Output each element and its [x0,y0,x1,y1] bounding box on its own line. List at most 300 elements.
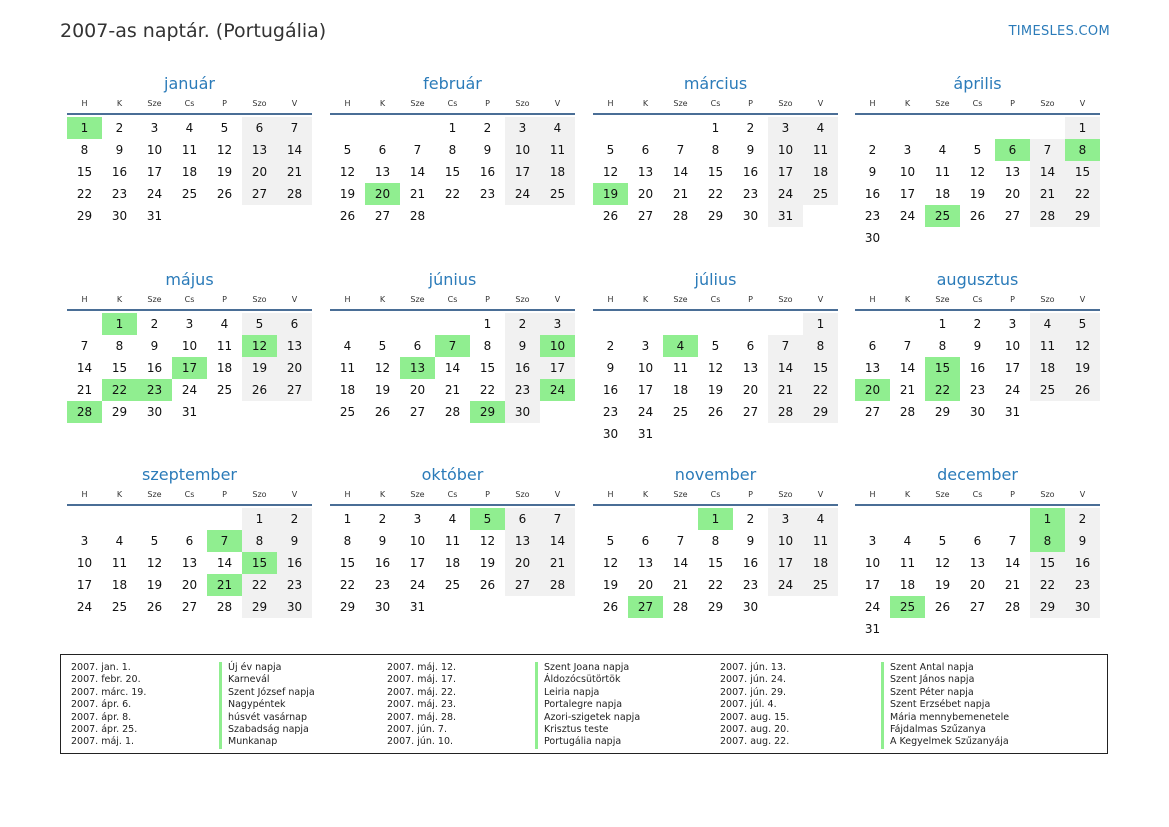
day-cell[interactable]: 27 [374,209,391,223]
day-cell[interactable]: 23 [742,578,759,592]
day-cell[interactable]: 18 [934,187,951,201]
day-cell[interactable]: 9 [868,165,877,179]
day-cell[interactable]: 31 [1004,405,1021,419]
day-cell[interactable]: 23 [479,187,496,201]
day-cell[interactable]: 6 [973,534,982,548]
day-cell[interactable]: 17 [505,161,540,183]
day-cell[interactable]: 19 [146,578,163,592]
day-cell[interactable]: 8 [1030,530,1065,552]
day-cell[interactable]: 29 [934,405,951,419]
day-cell[interactable]: 12 [339,165,356,179]
day-cell[interactable]: 10 [899,165,916,179]
day-cell[interactable]: 14 [899,361,916,375]
day-cell[interactable]: 15 [479,361,496,375]
day-cell[interactable]: 26 [339,209,356,223]
day-cell[interactable]: 9 [115,143,124,157]
day-cell[interactable]: 28 [672,600,689,614]
day-cell[interactable]: 14 [76,361,93,375]
day-cell[interactable]: 22 [1030,574,1065,596]
day-cell[interactable]: 6 [641,534,650,548]
day-cell[interactable]: 28 [277,183,312,205]
day-cell[interactable]: 7 [207,530,242,552]
day-cell[interactable]: 7 [1030,139,1065,161]
day-cell[interactable]: 26 [602,600,619,614]
day-cell[interactable]: 17 [172,357,207,379]
day-cell[interactable]: 10 [181,339,198,353]
day-cell[interactable]: 2 [973,317,982,331]
day-cell[interactable]: 13 [1004,165,1021,179]
day-cell[interactable]: 12 [969,165,986,179]
day-cell[interactable]: 30 [602,427,619,441]
day-cell[interactable]: 19 [216,165,233,179]
day-cell[interactable]: 19 [934,578,951,592]
day-cell[interactable]: 25 [540,183,575,205]
day-cell[interactable]: 14 [540,530,575,552]
day-cell[interactable]: 6 [413,339,422,353]
day-cell[interactable]: 14 [768,357,803,379]
day-cell[interactable]: 25 [111,600,128,614]
day-cell[interactable]: 11 [803,530,838,552]
day-cell[interactable]: 9 [1065,530,1100,552]
day-cell[interactable]: 15 [707,165,724,179]
day-cell[interactable]: 13 [969,556,986,570]
day-cell[interactable]: 7 [540,508,575,530]
day-cell[interactable]: 2 [483,121,492,135]
day-cell[interactable]: 23 [742,187,759,201]
day-cell[interactable]: 24 [409,578,426,592]
day-cell[interactable]: 6 [641,143,650,157]
day-cell[interactable]: 7 [903,339,912,353]
day-cell[interactable]: 4 [115,534,124,548]
day-cell[interactable]: 28 [768,401,803,423]
brand-link[interactable]: TIMESLES.COM [1008,24,1110,39]
day-cell[interactable]: 25 [181,187,198,201]
day-cell[interactable]: 25 [925,205,960,227]
day-cell[interactable]: 29 [339,600,356,614]
day-cell[interactable]: 19 [339,187,356,201]
day-cell[interactable]: 29 [470,401,505,423]
day-cell[interactable]: 12 [479,534,496,548]
day-cell[interactable]: 6 [868,339,877,353]
day-cell[interactable]: 24 [540,379,575,401]
day-cell[interactable]: 17 [899,187,916,201]
day-cell[interactable]: 23 [1065,574,1100,596]
day-cell[interactable]: 26 [1065,379,1100,401]
day-cell[interactable]: 5 [711,339,720,353]
day-cell[interactable]: 23 [137,379,172,401]
day-cell[interactable]: 18 [899,578,916,592]
day-cell[interactable]: 23 [969,383,986,397]
day-cell[interactable]: 1 [448,121,457,135]
day-cell[interactable]: 21 [672,187,689,201]
day-cell[interactable]: 4 [1030,313,1065,335]
day-cell[interactable]: 31 [864,622,881,636]
day-cell[interactable]: 13 [637,165,654,179]
day-cell[interactable]: 20 [277,357,312,379]
day-cell[interactable]: 17 [540,357,575,379]
day-cell[interactable]: 12 [707,361,724,375]
day-cell[interactable]: 20 [637,187,654,201]
day-cell[interactable]: 17 [637,383,654,397]
day-cell[interactable]: 9 [483,143,492,157]
day-cell[interactable]: 7 [768,335,803,357]
day-cell[interactable]: 16 [742,165,759,179]
day-cell[interactable]: 8 [80,143,89,157]
day-cell[interactable]: 1 [938,317,947,331]
day-cell[interactable]: 3 [540,313,575,335]
day-cell[interactable]: 29 [803,401,838,423]
day-cell[interactable]: 15 [925,357,960,379]
day-cell[interactable]: 1 [711,121,720,135]
day-cell[interactable]: 4 [220,317,229,331]
day-cell[interactable]: 4 [343,339,352,353]
day-cell[interactable]: 20 [969,578,986,592]
day-cell[interactable]: 3 [768,508,803,530]
day-cell[interactable]: 5 [470,508,505,530]
day-cell[interactable]: 26 [146,600,163,614]
day-cell[interactable]: 7 [435,335,470,357]
day-cell[interactable]: 13 [864,361,881,375]
day-cell[interactable]: 18 [540,161,575,183]
day-cell[interactable]: 24 [146,187,163,201]
day-cell[interactable]: 18 [181,165,198,179]
day-cell[interactable]: 7 [80,339,89,353]
day-cell[interactable]: 21 [409,187,426,201]
day-cell[interactable]: 18 [216,361,233,375]
day-cell[interactable]: 6 [995,139,1030,161]
day-cell[interactable]: 12 [602,165,619,179]
day-cell[interactable]: 20 [742,383,759,397]
day-cell[interactable]: 10 [864,556,881,570]
day-cell[interactable]: 13 [181,556,198,570]
day-cell[interactable]: 5 [378,339,387,353]
day-cell[interactable]: 20 [637,578,654,592]
day-cell[interactable]: 8 [242,530,277,552]
day-cell[interactable]: 3 [768,117,803,139]
day-cell[interactable]: 13 [742,361,759,375]
day-cell[interactable]: 14 [444,361,461,375]
day-cell[interactable]: 31 [768,205,803,227]
day-cell[interactable]: 25 [803,574,838,596]
day-cell[interactable]: 28 [444,405,461,419]
day-cell[interactable]: 30 [1065,596,1100,618]
day-cell[interactable]: 6 [746,339,755,353]
day-cell[interactable]: 12 [216,143,233,157]
day-cell[interactable]: 13 [374,165,391,179]
day-cell[interactable]: 24 [181,383,198,397]
day-cell[interactable]: 5 [973,143,982,157]
day-cell[interactable]: 22 [242,574,277,596]
day-cell[interactable]: 26 [707,405,724,419]
day-cell[interactable]: 23 [277,574,312,596]
day-cell[interactable]: 13 [637,556,654,570]
day-cell[interactable]: 30 [146,405,163,419]
day-cell[interactable]: 17 [76,578,93,592]
day-cell[interactable]: 7 [676,534,685,548]
day-cell[interactable]: 28 [216,600,233,614]
day-cell[interactable]: 27 [409,405,426,419]
day-cell[interactable]: 16 [111,165,128,179]
day-cell[interactable]: 2 [746,512,755,526]
day-cell[interactable]: 28 [672,209,689,223]
day-cell[interactable]: 18 [339,383,356,397]
day-cell[interactable]: 14 [1030,161,1065,183]
day-cell[interactable]: 4 [803,117,838,139]
day-cell[interactable]: 25 [803,183,838,205]
day-cell[interactable]: 16 [969,361,986,375]
day-cell[interactable]: 21 [899,383,916,397]
day-cell[interactable]: 24 [505,183,540,205]
day-cell[interactable]: 4 [540,117,575,139]
day-cell[interactable]: 17 [864,578,881,592]
day-cell[interactable]: 31 [409,600,426,614]
day-cell[interactable]: 6 [378,143,387,157]
day-cell[interactable]: 6 [185,534,194,548]
day-cell[interactable]: 10 [146,143,163,157]
day-cell[interactable]: 28 [67,401,102,423]
day-cell[interactable]: 22 [707,578,724,592]
day-cell[interactable]: 16 [505,357,540,379]
day-cell[interactable]: 10 [768,139,803,161]
day-cell[interactable]: 8 [343,534,352,548]
day-cell[interactable]: 3 [868,534,877,548]
day-cell[interactable]: 2 [150,317,159,331]
day-cell[interactable]: 31 [146,209,163,223]
day-cell[interactable]: 26 [969,209,986,223]
day-cell[interactable]: 13 [400,357,435,379]
day-cell[interactable]: 4 [663,335,698,357]
day-cell[interactable]: 5 [220,121,229,135]
day-cell[interactable]: 10 [637,361,654,375]
day-cell[interactable]: 24 [768,183,803,205]
day-cell[interactable]: 4 [903,534,912,548]
day-cell[interactable]: 27 [969,600,986,614]
day-cell[interactable]: 5 [343,143,352,157]
day-cell[interactable]: 3 [413,512,422,526]
day-cell[interactable]: 10 [505,139,540,161]
day-cell[interactable]: 10 [768,530,803,552]
day-cell[interactable]: 11 [934,165,951,179]
day-cell[interactable]: 16 [1065,552,1100,574]
day-cell[interactable]: 21 [672,578,689,592]
day-cell[interactable]: 22 [444,187,461,201]
day-cell[interactable]: 9 [606,361,615,375]
day-cell[interactable]: 24 [864,600,881,614]
day-cell[interactable]: 1 [67,117,102,139]
day-cell[interactable]: 24 [768,574,803,596]
day-cell[interactable]: 6 [277,313,312,335]
day-cell[interactable]: 4 [803,508,838,530]
day-cell[interactable]: 30 [111,209,128,223]
day-cell[interactable]: 9 [378,534,387,548]
day-cell[interactable]: 19 [374,383,391,397]
day-cell[interactable]: 24 [637,405,654,419]
day-cell[interactable]: 25 [339,405,356,419]
day-cell[interactable]: 11 [181,143,198,157]
day-cell[interactable]: 18 [111,578,128,592]
day-cell[interactable]: 27 [628,596,663,618]
day-cell[interactable]: 25 [216,383,233,397]
day-cell[interactable]: 7 [676,143,685,157]
day-cell[interactable]: 29 [1065,205,1100,227]
day-cell[interactable]: 27 [181,600,198,614]
day-cell[interactable]: 2 [868,143,877,157]
day-cell[interactable]: 16 [742,556,759,570]
day-cell[interactable]: 3 [641,339,650,353]
day-cell[interactable]: 17 [409,556,426,570]
day-cell[interactable]: 5 [150,534,159,548]
day-cell[interactable]: 10 [76,556,93,570]
day-cell[interactable]: 14 [409,165,426,179]
day-cell[interactable]: 16 [479,165,496,179]
day-cell[interactable]: 30 [742,600,759,614]
day-cell[interactable]: 22 [339,578,356,592]
day-cell[interactable]: 23 [374,578,391,592]
day-cell[interactable]: 17 [768,161,803,183]
day-cell[interactable]: 8 [483,339,492,353]
day-cell[interactable]: 1 [1030,508,1065,530]
day-cell[interactable]: 31 [181,405,198,419]
day-cell[interactable]: 1 [803,313,838,335]
day-cell[interactable]: 1 [102,313,137,335]
day-cell[interactable]: 19 [242,357,277,379]
day-cell[interactable]: 2 [746,121,755,135]
day-cell[interactable]: 22 [803,379,838,401]
day-cell[interactable]: 8 [711,534,720,548]
day-cell[interactable]: 9 [746,143,755,157]
day-cell[interactable]: 9 [150,339,159,353]
day-cell[interactable]: 15 [339,556,356,570]
day-cell[interactable]: 1 [343,512,352,526]
day-cell[interactable]: 29 [242,596,277,618]
day-cell[interactable]: 3 [80,534,89,548]
day-cell[interactable]: 8 [448,143,457,157]
day-cell[interactable]: 18 [1030,357,1065,379]
day-cell[interactable]: 30 [969,405,986,419]
day-cell[interactable]: 15 [242,552,277,574]
day-cell[interactable]: 12 [934,556,951,570]
day-cell[interactable]: 15 [803,357,838,379]
day-cell[interactable]: 22 [707,187,724,201]
day-cell[interactable]: 8 [938,339,947,353]
day-cell[interactable]: 7 [277,117,312,139]
day-cell[interactable]: 6 [505,508,540,530]
day-cell[interactable]: 13 [277,335,312,357]
day-cell[interactable]: 2 [115,121,124,135]
day-cell[interactable]: 9 [277,530,312,552]
day-cell[interactable]: 5 [606,534,615,548]
day-cell[interactable]: 2 [505,313,540,335]
day-cell[interactable]: 30 [864,231,881,245]
day-cell[interactable]: 23 [602,405,619,419]
day-cell[interactable]: 21 [1030,183,1065,205]
day-cell[interactable]: 16 [277,552,312,574]
day-cell[interactable]: 1 [698,508,733,530]
day-cell[interactable]: 11 [672,361,689,375]
day-cell[interactable]: 28 [1030,205,1065,227]
day-cell[interactable]: 26 [602,209,619,223]
day-cell[interactable]: 8 [711,143,720,157]
day-cell[interactable]: 3 [505,117,540,139]
day-cell[interactable]: 12 [602,556,619,570]
day-cell[interactable]: 24 [1004,383,1021,397]
day-cell[interactable]: 27 [505,574,540,596]
day-cell[interactable]: 7 [1008,534,1017,548]
day-cell[interactable]: 14 [672,556,689,570]
day-cell[interactable]: 30 [277,596,312,618]
day-cell[interactable]: 1 [242,508,277,530]
day-cell[interactable]: 14 [672,165,689,179]
day-cell[interactable]: 1 [1065,117,1100,139]
day-cell[interactable]: 10 [409,534,426,548]
day-cell[interactable]: 7 [413,143,422,157]
day-cell[interactable]: 16 [864,187,881,201]
day-cell[interactable]: 29 [111,405,128,419]
day-cell[interactable]: 28 [899,405,916,419]
day-cell[interactable]: 9 [746,534,755,548]
day-cell[interactable]: 15 [1030,552,1065,574]
day-cell[interactable]: 14 [277,139,312,161]
day-cell[interactable]: 20 [242,161,277,183]
day-cell[interactable]: 3 [1008,317,1017,331]
day-cell[interactable]: 21 [540,552,575,574]
day-cell[interactable]: 27 [864,405,881,419]
day-cell[interactable]: 29 [1030,596,1065,618]
day-cell[interactable]: 15 [707,556,724,570]
day-cell[interactable]: 15 [444,165,461,179]
day-cell[interactable]: 28 [1004,600,1021,614]
day-cell[interactable]: 3 [150,121,159,135]
day-cell[interactable]: 28 [409,209,426,223]
day-cell[interactable]: 28 [540,574,575,596]
day-cell[interactable]: 12 [374,361,391,375]
day-cell[interactable]: 22 [925,379,960,401]
day-cell[interactable]: 18 [672,383,689,397]
day-cell[interactable]: 21 [444,383,461,397]
day-cell[interactable]: 22 [1065,183,1100,205]
day-cell[interactable]: 10 [540,335,575,357]
day-cell[interactable]: 20 [1004,187,1021,201]
day-cell[interactable]: 19 [593,183,628,205]
day-cell[interactable]: 25 [890,596,925,618]
day-cell[interactable]: 20 [855,379,890,401]
day-cell[interactable]: 5 [1065,313,1100,335]
day-cell[interactable]: 3 [185,317,194,331]
day-cell[interactable]: 17 [768,552,803,574]
day-cell[interactable]: 19 [969,187,986,201]
day-cell[interactable]: 14 [1004,556,1021,570]
day-cell[interactable]: 22 [479,383,496,397]
day-cell[interactable]: 18 [803,552,838,574]
day-cell[interactable]: 14 [216,556,233,570]
day-cell[interactable]: 26 [216,187,233,201]
day-cell[interactable]: 6 [242,117,277,139]
day-cell[interactable]: 21 [277,161,312,183]
day-cell[interactable]: 8 [115,339,124,353]
day-cell[interactable]: 29 [707,600,724,614]
day-cell[interactable]: 4 [185,121,194,135]
day-cell[interactable]: 30 [505,401,540,423]
day-cell[interactable]: 12 [146,556,163,570]
day-cell[interactable]: 16 [146,361,163,375]
day-cell[interactable]: 8 [803,335,838,357]
day-cell[interactable]: 26 [374,405,391,419]
day-cell[interactable]: 11 [216,339,233,353]
day-cell[interactable]: 29 [76,209,93,223]
day-cell[interactable]: 21 [76,383,93,397]
day-cell[interactable]: 3 [903,143,912,157]
day-cell[interactable]: 13 [505,530,540,552]
